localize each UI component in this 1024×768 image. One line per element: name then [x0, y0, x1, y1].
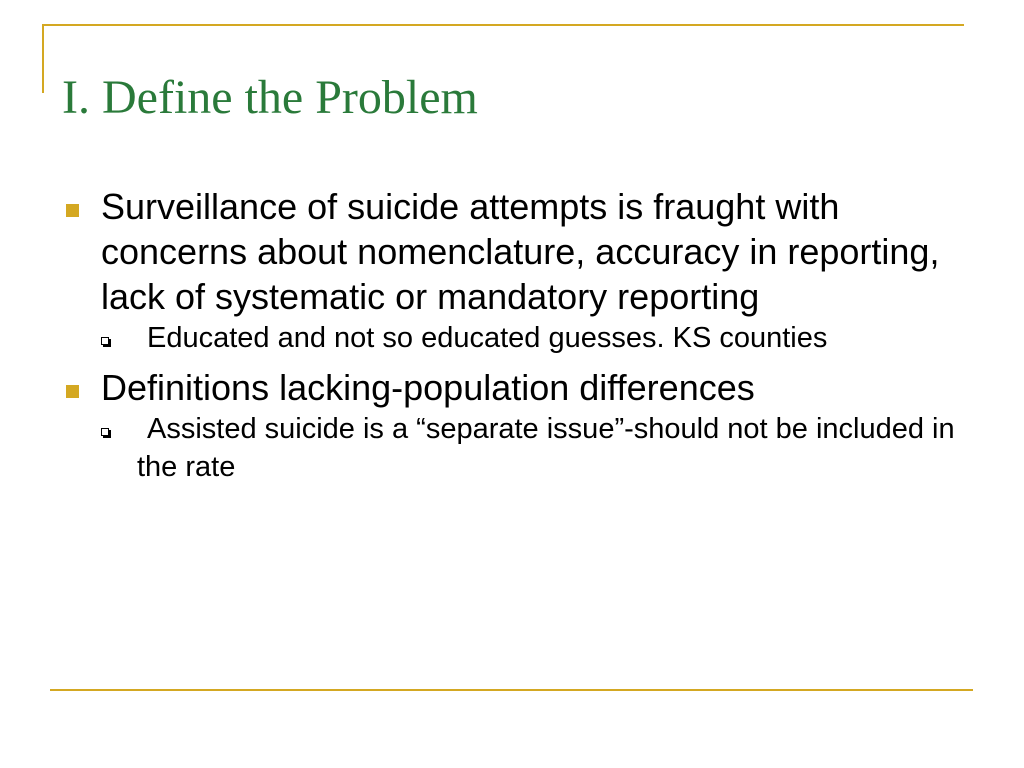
bullet-item [62, 184, 962, 357]
slide-content [62, 184, 962, 486]
bullet-text: Surveillance of suicide attempts is fraught with concerns about nomenclature, accuracy in reporting, lack of systematic or mandatory reporting [101, 186, 940, 317]
hollow-square-bullet-icon [101, 428, 109, 436]
sub-bullet-item [99, 410, 962, 486]
square-bullet-icon [66, 204, 79, 217]
sub-bullet-text: Assisted suicide is a “separate issue”-should not be included in the rate [137, 413, 955, 483]
bullet-list [62, 184, 962, 486]
sub-bullet-item [99, 319, 962, 357]
bullet-text: Definitions lacking-population differences [101, 367, 755, 408]
slide-title: I. Define the Problem [62, 71, 478, 124]
sub-bullet-list [101, 319, 962, 357]
bullet-item [62, 365, 962, 486]
square-bullet-icon [66, 385, 79, 398]
hollow-square-bullet-icon [101, 337, 109, 345]
frame-left-line [42, 24, 44, 93]
sub-bullet-text: Educated and not so educated guesses. KS counties [147, 322, 828, 354]
sub-bullet-list [101, 410, 962, 486]
footer-line [50, 689, 973, 691]
frame-top-line [42, 24, 964, 26]
